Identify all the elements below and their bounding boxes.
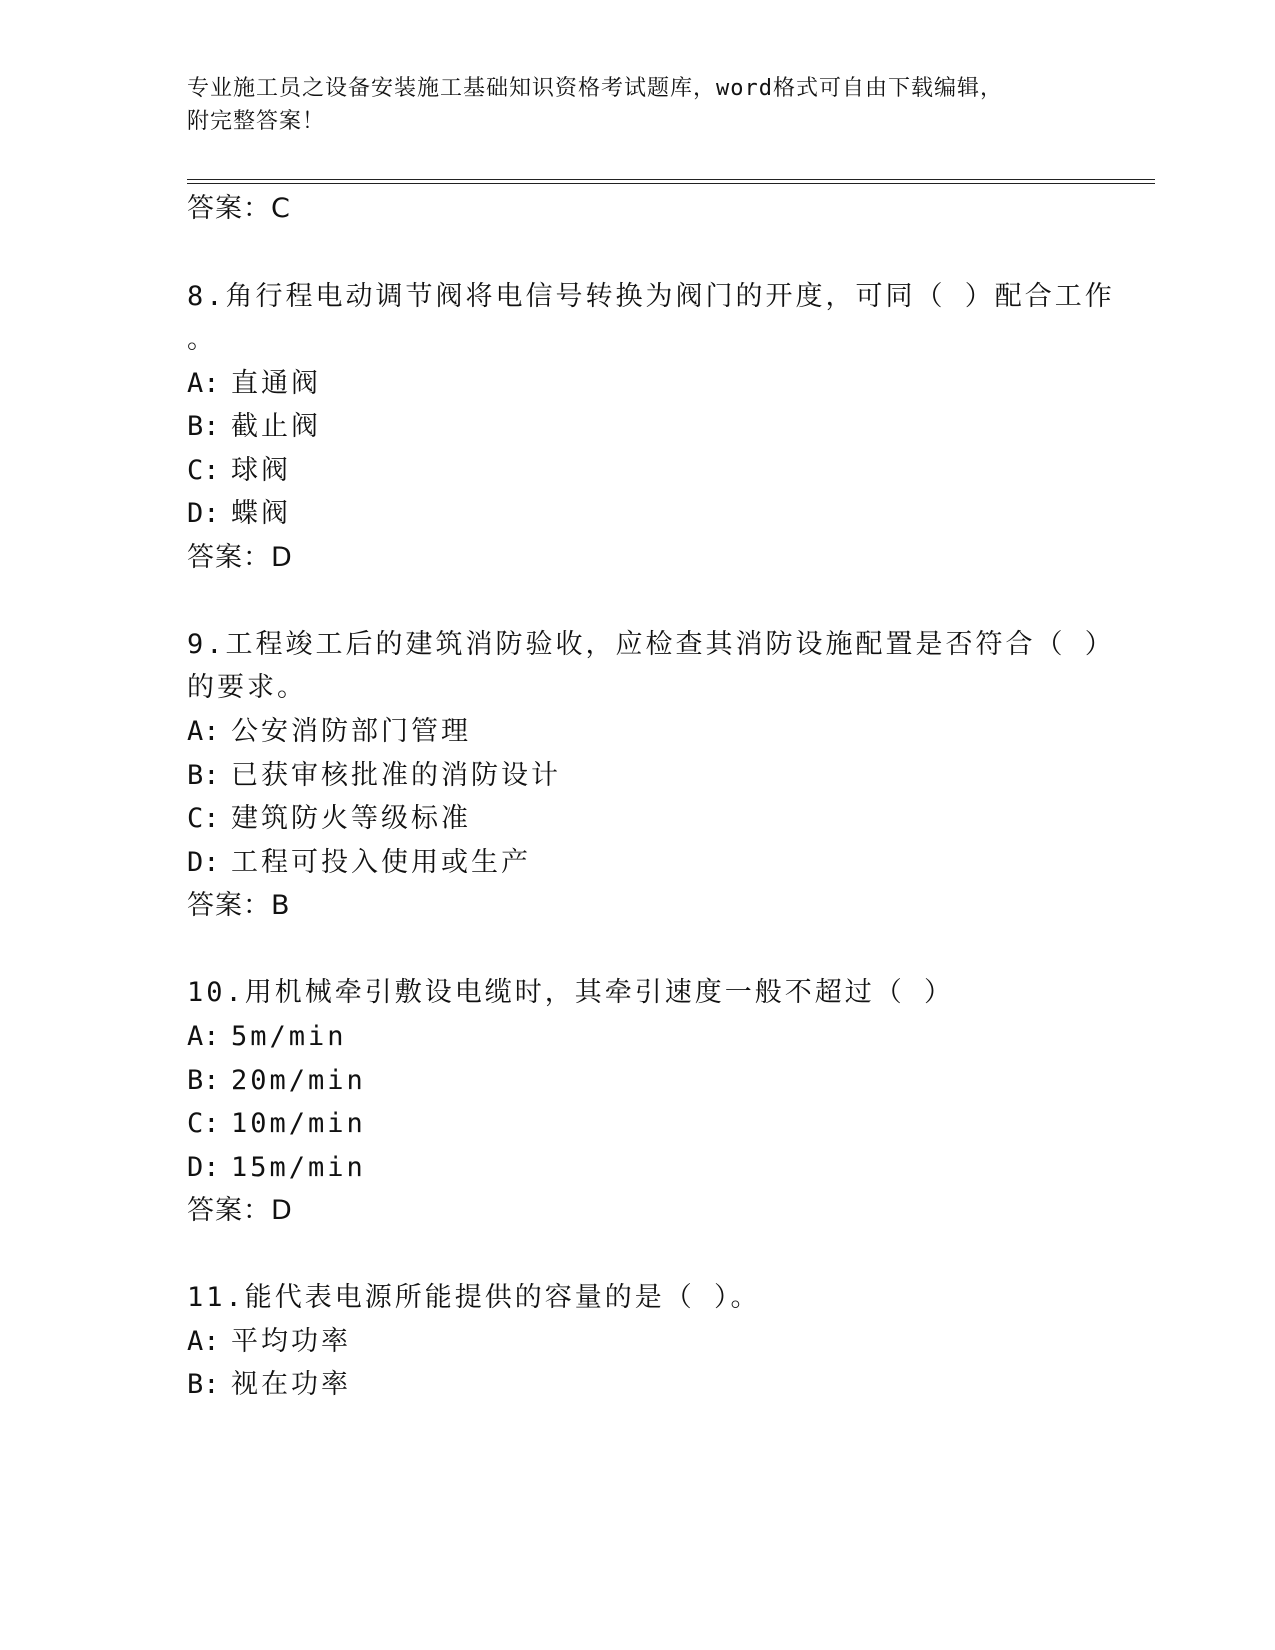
header-line-2: 附完整答案！ xyxy=(187,109,326,134)
option-letter: C: xyxy=(187,1108,220,1139)
question-9-option-c xyxy=(187,801,471,837)
option-letter: A: xyxy=(187,1021,220,1052)
question-8-option-b xyxy=(187,409,321,445)
question-8-option-d xyxy=(187,496,291,532)
option-text: 平均功率 xyxy=(231,1326,351,1357)
option-text: 5m/min xyxy=(231,1021,347,1052)
option-text: 视在功率 xyxy=(231,1369,351,1400)
header-line-1: 专业施工员之设备安装施工基础知识资格考试题库，word格式可自由下载编辑， xyxy=(187,76,1003,101)
question-11-option-b xyxy=(187,1367,351,1403)
option-letter: B: xyxy=(187,760,220,791)
option-text: 15m/min xyxy=(231,1152,366,1183)
option-text: 公安消防部门管理 xyxy=(231,716,471,747)
document-header xyxy=(187,72,1067,138)
question-9-option-b xyxy=(187,758,561,794)
question-10-option-d xyxy=(187,1150,366,1186)
header-divider-bottom xyxy=(187,183,1155,184)
answer-previous: 答案：C xyxy=(187,193,291,224)
question-9-option-a xyxy=(187,714,471,750)
option-letter: C: xyxy=(187,455,220,486)
question-10-option-c xyxy=(187,1106,366,1142)
option-letter: C: xyxy=(187,803,220,834)
question-8-answer: 答案：D xyxy=(187,542,293,573)
question-10-option-a xyxy=(187,1019,347,1055)
option-letter: B: xyxy=(187,1369,220,1400)
option-letter: A: xyxy=(187,368,220,399)
question-8-stem-line-2: 。 xyxy=(187,324,217,355)
question-9-answer: 答案：B xyxy=(187,890,291,921)
option-letter: D: xyxy=(187,498,220,529)
question-9-option-d xyxy=(187,845,531,881)
option-text: 球阀 xyxy=(231,455,291,486)
option-letter: A: xyxy=(187,716,220,747)
question-9-stem-line-2: 的要求。 xyxy=(187,672,307,703)
question-10-stem-line-1: 10.用机械牵引敷设电缆时，其牵引速度一般不超过（ ） xyxy=(187,977,955,1008)
question-8-option-a xyxy=(187,366,321,402)
question-10-option-b xyxy=(187,1063,366,1099)
question-8-stem-line-1: 8.角行程电动调节阀将电信号转换为阀门的开度，可同（ ）配合工作 xyxy=(187,281,1115,312)
question-10-answer: 答案：D xyxy=(187,1195,293,1226)
question-8-option-c xyxy=(187,453,291,489)
option-text: 直通阀 xyxy=(231,368,321,399)
option-letter: A: xyxy=(187,1326,220,1357)
option-letter: D: xyxy=(187,1152,220,1183)
option-text: 已获审核批准的消防设计 xyxy=(231,760,561,791)
option-text: 蝶阀 xyxy=(231,498,291,529)
question-11-stem-line-1: 11.能代表电源所能提供的容量的是（ ）。 xyxy=(187,1282,761,1313)
option-text: 20m/min xyxy=(231,1065,366,1096)
option-text: 工程可投入使用或生产 xyxy=(231,847,531,878)
option-letter: B: xyxy=(187,1065,220,1096)
option-text: 建筑防火等级标准 xyxy=(231,803,471,834)
option-text: 截止阀 xyxy=(231,411,321,442)
option-letter: D: xyxy=(187,847,220,878)
question-9-stem-line-1: 9.工程竣工后的建筑消防验收，应检查其消防设施配置是否符合（ ） xyxy=(187,629,1115,660)
question-11-option-a xyxy=(187,1324,351,1360)
option-letter: B: xyxy=(187,411,220,442)
option-text: 10m/min xyxy=(231,1108,366,1139)
header-divider-top xyxy=(187,179,1155,180)
